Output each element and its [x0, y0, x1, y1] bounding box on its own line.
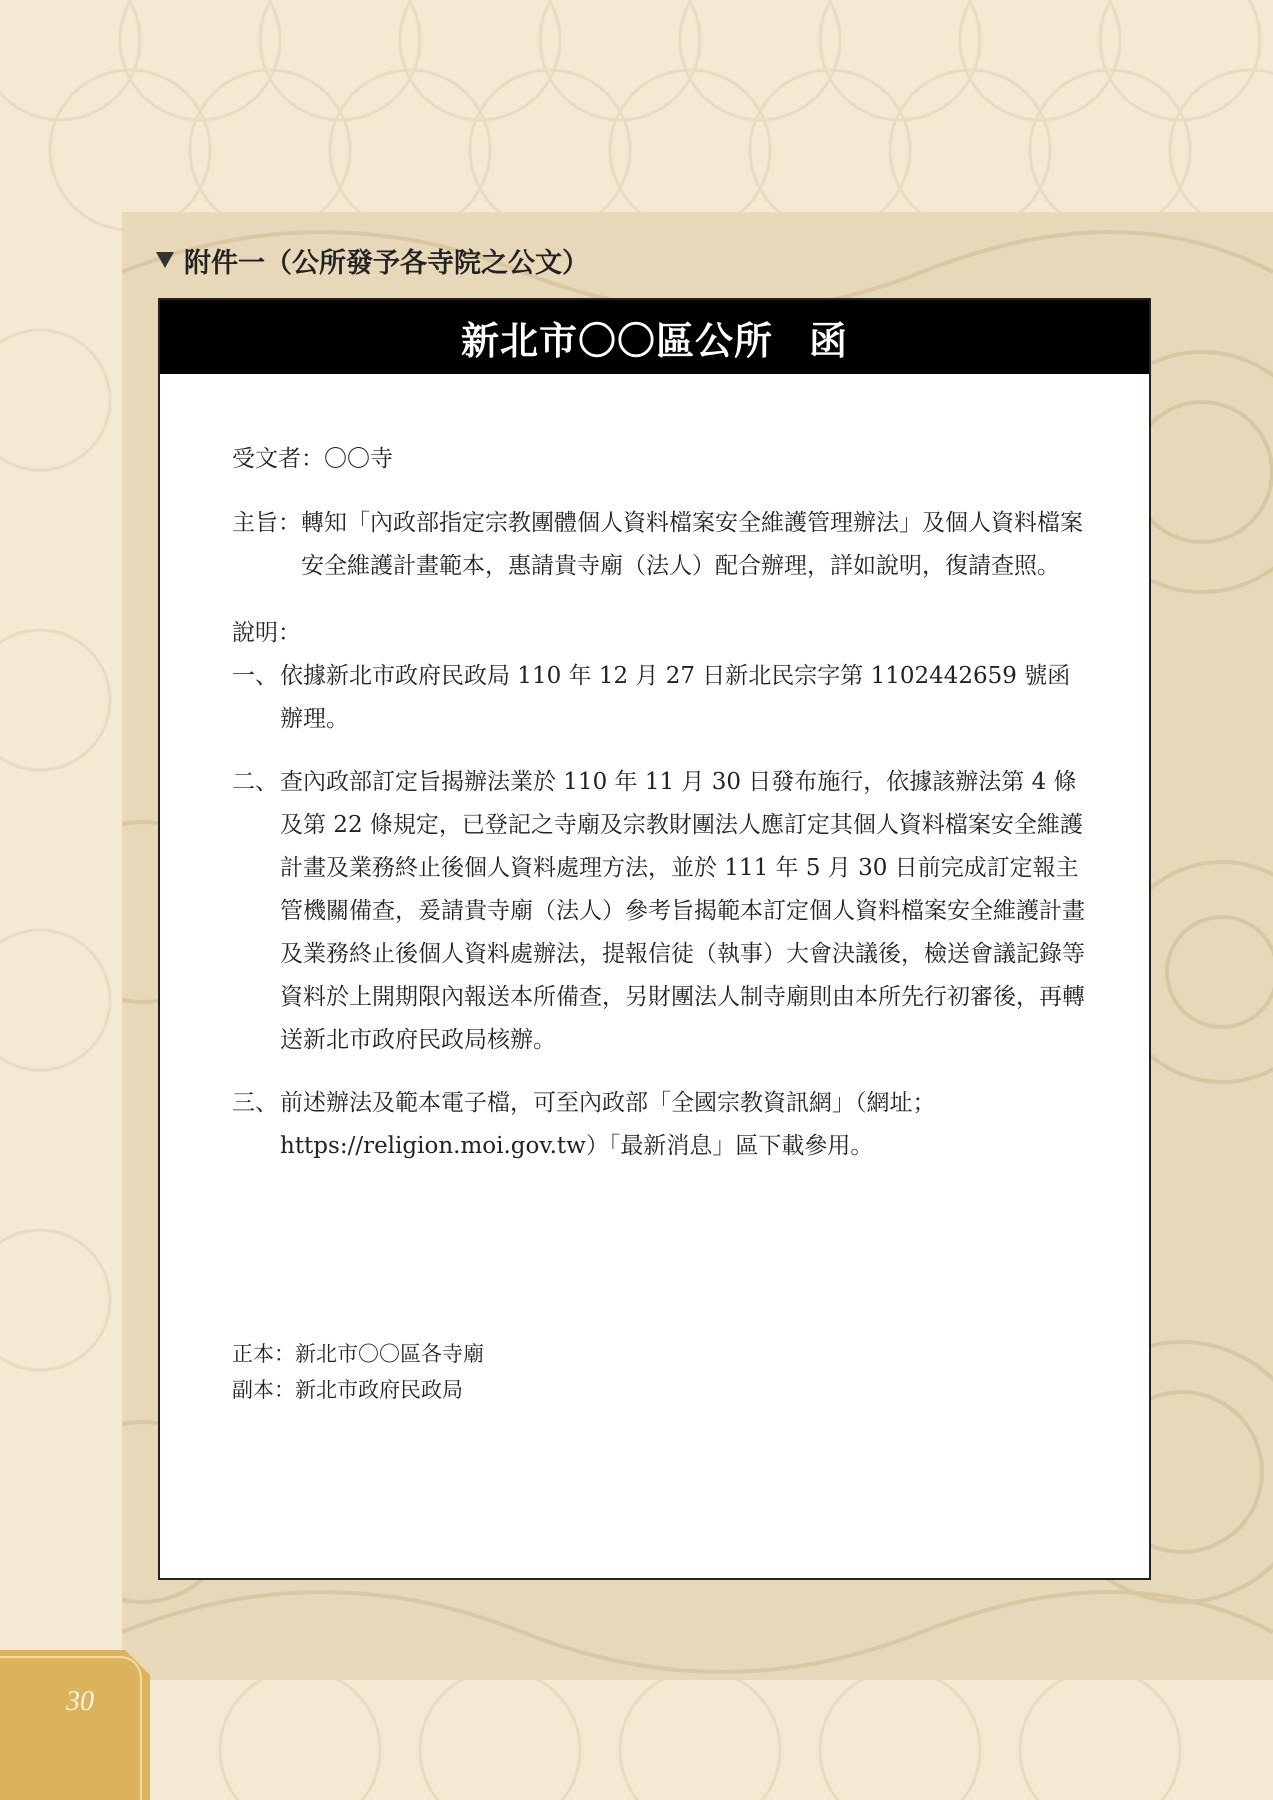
section-heading-text: 附件一（公所發予各寺院之公文）	[184, 247, 589, 279]
explanation-item	[232, 1082, 1088, 1168]
item-number: 三、	[232, 1090, 278, 1116]
explanation-item	[232, 761, 1088, 1062]
item-text: 查內政部訂定旨揭辦法業於 110 年 11 月 30 日發布施行，依據該辦法第 4 條及第 22 條規定，已登記之寺廟及宗教財團法人應訂定其個人資料檔案安全維護計畫及業務終止後個人資料處理方法，並於 111 年 5 月 30 日前完成訂定報主管機關備查，爰請貴寺廟（法人）參考旨揭範本訂定個人資料檔案安全維護計畫及業務終止後個人資料處辦法，提報信徒（執事）大會決議後，檢送會議記錄等資料於上開期限內報送本所備查，另財團法人制寺廟則由本所先行初審後，再轉送新北市政府民政局核辦。	[280, 769, 1085, 1053]
letter-header	[160, 300, 1149, 374]
triangle-down-icon	[156, 252, 174, 268]
page-number: 30	[66, 1686, 94, 1717]
subject	[232, 502, 1088, 588]
subject-text: 轉知「內政部指定宗教團體個人資料檔案安全維護管理辦法」及個人資料檔案安全維護計畫範本，惠請貴寺廟（法人）配合辦理，詳如說明，復請查照。	[301, 510, 1083, 579]
original-copy: 正本：新北市〇〇區各寺廟	[232, 1342, 484, 1366]
section-heading	[156, 240, 589, 280]
copies-block	[232, 1336, 484, 1408]
letter-body	[232, 438, 1088, 1188]
explanation-label: 說明：	[232, 620, 301, 646]
item-number: 一、	[232, 663, 278, 689]
item-number: 二、	[232, 769, 278, 795]
page-number-tab	[0, 1650, 150, 1800]
item-text: 依據新北市政府民政局 110 年 12 月 27 日新北民宗字第 1102442659 號函辦理。	[280, 663, 1071, 732]
item-text: 前述辦法及範本電子檔，可至內政部「全國宗教資訊網」（網址；https://religion.moi.gov.tw）「最新消息」區下載參用。	[280, 1090, 936, 1159]
recipient: 受文者：〇〇寺	[232, 446, 393, 472]
letter-doc-type: 函	[809, 317, 849, 363]
letter-title: 新北市〇〇區公所	[460, 317, 773, 363]
carbon-copy: 副本：新北市政府民政局	[232, 1378, 463, 1402]
explanation-item	[232, 655, 1088, 741]
subject-label: 主旨：	[232, 510, 301, 536]
page-tab-border	[0, 1656, 142, 1800]
official-letter	[158, 298, 1151, 1580]
